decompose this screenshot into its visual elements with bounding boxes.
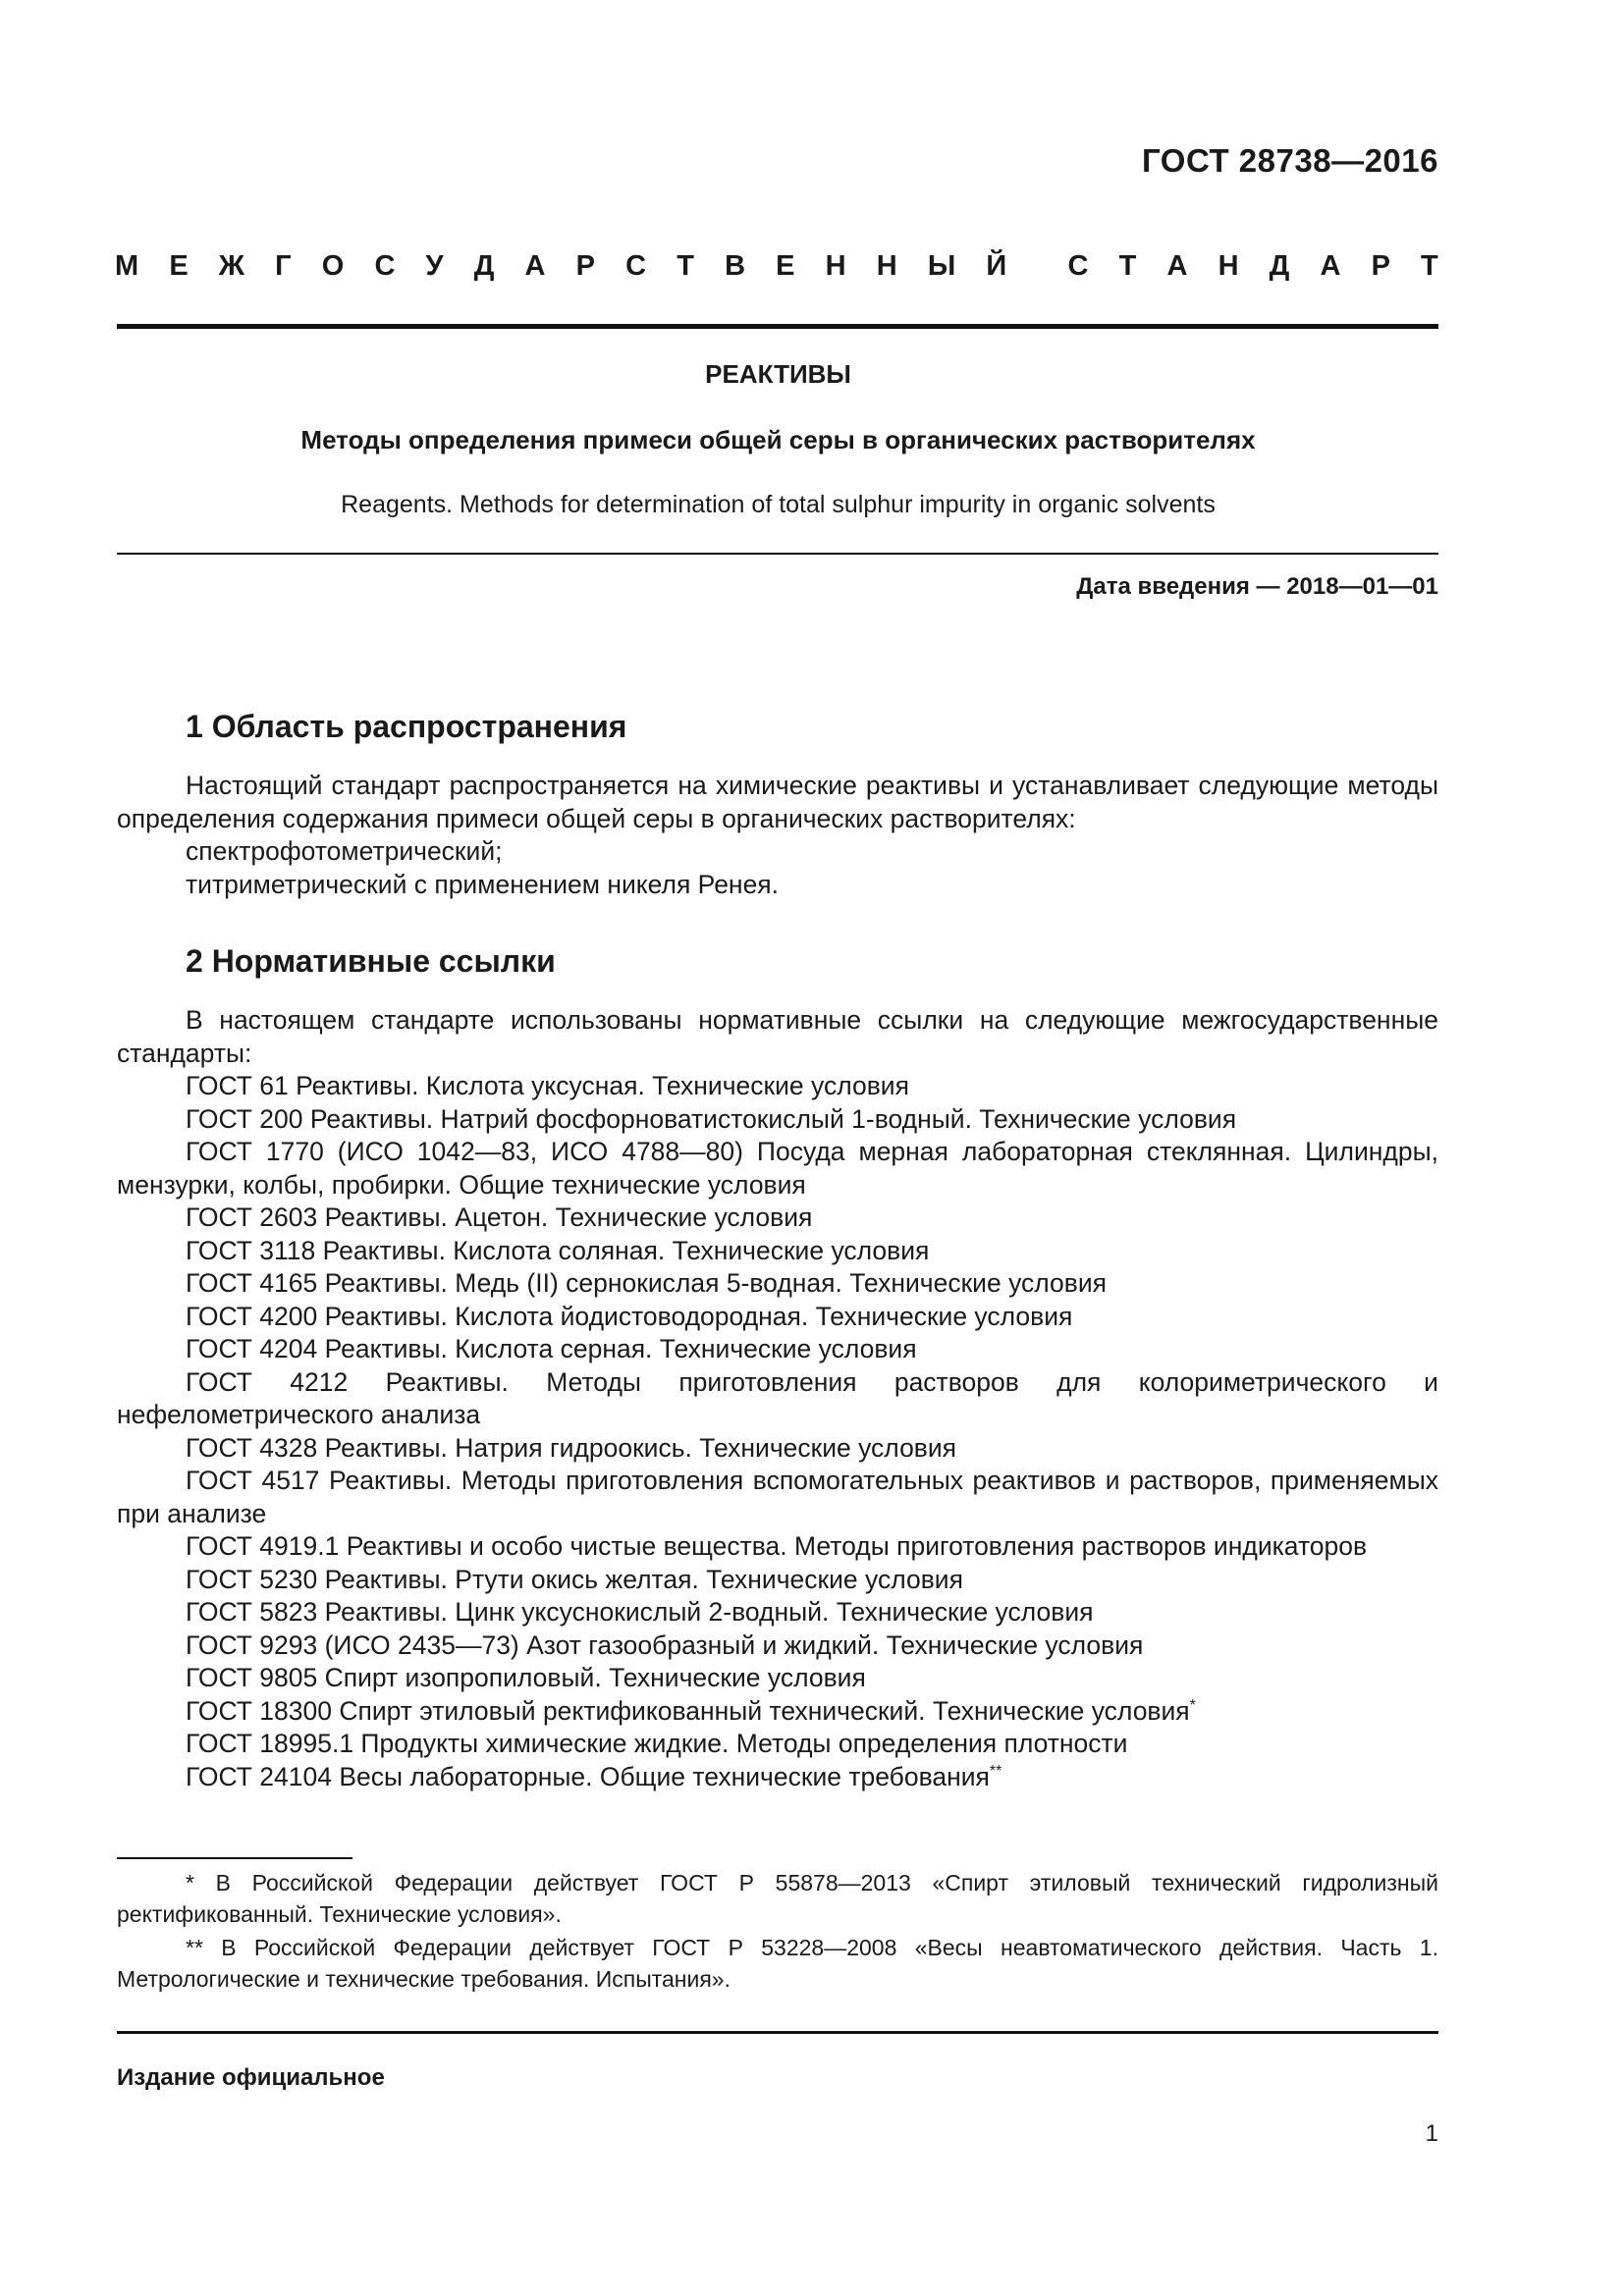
section-1-heading: 1 Область распространения [186, 709, 627, 744]
reference-item: ГОСТ 5230 Реактивы. Ртути окись желтая. Технические условия [186, 1564, 963, 1594]
banner-letter: В [725, 250, 746, 282]
reference-item: ГОСТ 18995.1 Продукты химические жидкие. Методы определения плотности [186, 1729, 1128, 1758]
standard-banner [115, 250, 1438, 283]
banner-letter: Д [1269, 250, 1290, 282]
reference-item: ГОСТ 61 Реактивы. Кислота уксусная. Технические условия [186, 1071, 909, 1100]
footnote-mark: * [1189, 1696, 1196, 1714]
banner-letter: У [425, 250, 444, 282]
footer-rule [117, 2031, 1438, 2034]
introduction-date: Дата введения — 2018—01—01 [1076, 573, 1438, 600]
reference-item: ГОСТ 3118 Реактивы. Кислота соляная. Технические условия [186, 1235, 930, 1265]
banner-letter: Ж [218, 250, 245, 282]
footnote-marker: ** [186, 1935, 222, 1960]
banner-letter: Н [876, 250, 897, 282]
reference-item: ГОСТ 4212 Реактивы. Методы приготовления растворов для колориметрического и нефелометрического анализа [117, 1366, 1438, 1429]
banner-letter: Р [575, 250, 595, 282]
banner-letter: С [1067, 250, 1089, 282]
section-2-intro: В настоящем стандарте использованы нормативные ссылки на следующие межгосударственные стандарты: [117, 1005, 1438, 1068]
reference-item: ГОСТ 2603 Реактивы. Ацетон. Технические условия [186, 1202, 813, 1232]
banner-letter: А [1166, 250, 1188, 282]
banner-letter: Т [1118, 250, 1137, 282]
banner-letter: А [1320, 250, 1341, 282]
section-2-body [117, 1004, 1438, 1793]
reference-item: ГОСТ 4517 Реактивы. Методы приготовления вспомогательных реактивов и растворов, применяемых при анализе [117, 1466, 1438, 1528]
page-number: 1 [1425, 2120, 1438, 2147]
reference-item: ГОСТ 1770 (ИСО 1042—83, ИСО 4788—80) Посуда мерная лабораторная стеклянная. Цилиндры, мензурки, колбы, пробирки. Общие технические условия [117, 1137, 1438, 1200]
banner-letter: А [524, 250, 546, 282]
footnote: ** В Российской Федерации действует ГОСТ Р 53228—2008 «Весы неавтоматического действия. Часть 1. Метрологические и технические требования. Испытания». [117, 1935, 1438, 1992]
footnotes [117, 1867, 1438, 1997]
banner-letter: Г [275, 250, 292, 282]
method-item: титриметрический с применением никеля Ренея. [186, 869, 780, 899]
banner-letter: Д [473, 250, 495, 282]
footnote: * В Российской Федерации действует ГОСТ Р 55878—2013 «Спирт этиловый технический гидролизный ректификованный. Технические условия». [117, 1870, 1438, 1927]
banner-letter: Е [169, 250, 189, 282]
banner-letter: Н [1218, 250, 1239, 282]
reference-item: ГОСТ 9293 (ИСО 2435—73) Азот газообразный и жидкий. Технические условия [186, 1629, 1144, 1660]
banner-letter: Н [825, 250, 846, 282]
reference-item: ГОСТ 200 Реактивы. Натрий фосфорноватистокислый 1-водный. Технические условия [186, 1103, 1237, 1134]
banner-letter: Т [677, 250, 694, 282]
section-1-body [117, 770, 1438, 901]
banner-letter: Ы [927, 250, 956, 282]
reference-item: ГОСТ 4328 Реактивы. Натрия гидроокись. Технические условия [186, 1432, 957, 1463]
footnote-rule [117, 1857, 352, 1859]
section-1-paragraph: Настоящий стандарт распространяется на химические реактивы и устанавливает следующие методы определения содержания примеси общей серы в органических растворителях: [117, 771, 1438, 833]
banner-letter: С [625, 250, 647, 282]
banner-letter: Е [776, 250, 795, 282]
reference-item: ГОСТ 4200 Реактивы. Кислота йодистоводородная. Технические условия [186, 1301, 1073, 1331]
english-title: Reagents. Methods for determination of total sulphur impurity in organic solvents [341, 491, 1216, 518]
header-rule [117, 324, 1438, 329]
reference-list [117, 1070, 1438, 1793]
banner-letter: С [374, 250, 396, 282]
method-item: спектрофотометрический; [186, 836, 503, 866]
banner-letter: М [115, 250, 139, 282]
footnote-mark: ** [989, 1762, 1002, 1780]
banner-letter: Т [1421, 250, 1438, 282]
footnote-marker: * [186, 1870, 216, 1896]
banner-letter: Й [986, 250, 1007, 282]
reference-item: ГОСТ 9805 Спирт изопропиловый. Технические условия [186, 1663, 866, 1692]
reference-item: ГОСТ 5823 Реактивы. Цинк уксуснокислый 2-водный. Технические условия [186, 1597, 1094, 1627]
banner-letter: Р [1371, 250, 1390, 282]
banner-letter: О [321, 250, 345, 282]
reference-item: ГОСТ 18300 Спирт этиловый ректификованный технический. Технические условия* [186, 1695, 1196, 1726]
edition-label: Издание официальное [117, 2064, 385, 2091]
reference-item: ГОСТ 24104 Весы лабораторные. Общие технические требования** [186, 1761, 1002, 1791]
document-title: РЕАКТИВЫ [705, 359, 851, 389]
document-subtitle: Методы определения примеси общей серы в органических растворителях [300, 425, 1256, 454]
section-2-heading: 2 Нормативные ссылки [186, 943, 556, 979]
reference-item: ГОСТ 4204 Реактивы. Кислота серная. Технические условия [186, 1334, 917, 1363]
reference-item: ГОСТ 4919.1 Реактивы и особо чистые вещества. Методы приготовления растворов индикаторов [186, 1531, 1368, 1561]
document-code: ГОСТ 28738—2016 [1142, 142, 1438, 179]
title-rule [117, 553, 1438, 555]
reference-item: ГОСТ 4165 Реактивы. Медь (II) сернокислая 5-водная. Технические условия [186, 1268, 1107, 1298]
